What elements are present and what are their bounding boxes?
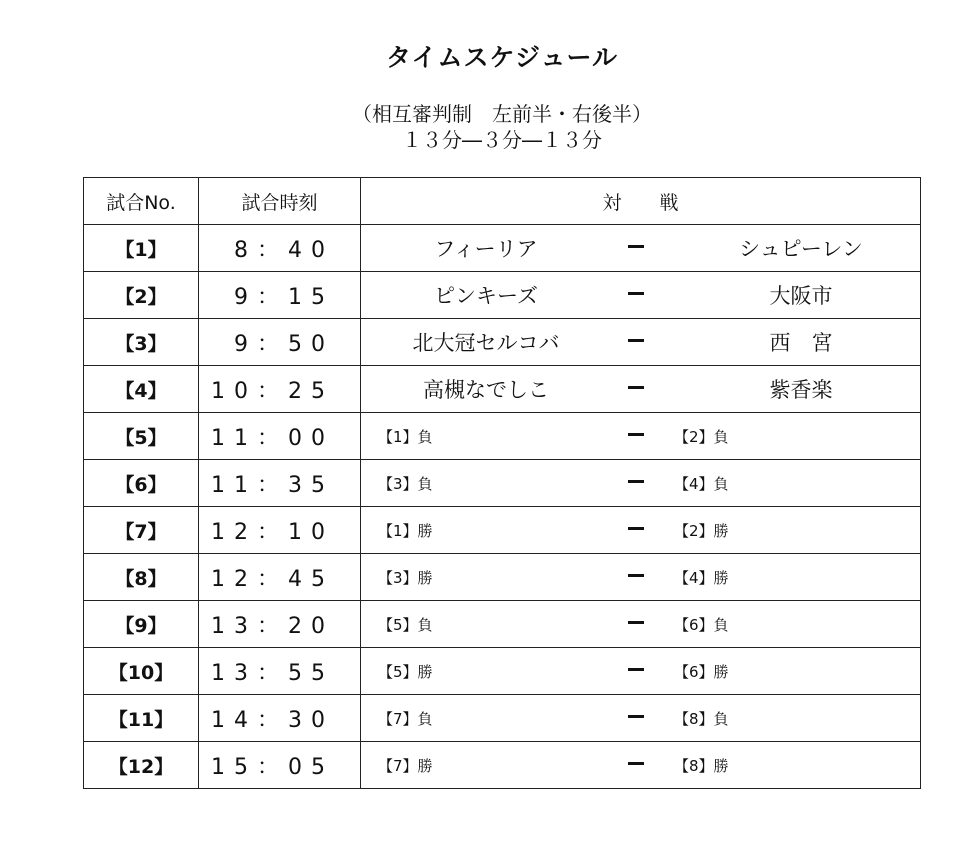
match-cell (361, 319, 921, 366)
away-team: 【6】勝 (674, 662, 729, 681)
table-row (84, 225, 921, 272)
home-team: 【1】勝 (378, 521, 433, 540)
header-row (84, 178, 921, 225)
away-team: 紫香楽 (769, 378, 833, 402)
home-team: ピンキーズ (434, 284, 538, 308)
match-time: 15：05 (199, 742, 361, 789)
away-team: シュピーレン (739, 237, 863, 261)
match-number: 【3】 (84, 319, 199, 366)
match-time: 13：20 (199, 601, 361, 648)
versus-dash (628, 762, 644, 765)
home-team: 【7】負 (378, 709, 433, 728)
versus-dash (628, 433, 644, 436)
versus-dash (628, 527, 644, 530)
match-cell (361, 413, 921, 460)
table-row (84, 742, 921, 789)
home-team: 【7】勝 (378, 756, 433, 775)
home-team: 【3】勝 (378, 568, 433, 587)
home-team: フィーリア (434, 237, 538, 261)
versus-dash (628, 668, 644, 671)
subtitle-durations: １３分―３分―１３分 (402, 128, 602, 152)
match-time: 12：45 (199, 554, 361, 601)
match-time: 12：10 (199, 507, 361, 554)
match-time: 11：35 (199, 460, 361, 507)
header-match-time: 試合時刻 (199, 178, 361, 225)
home-team: 【5】勝 (378, 662, 433, 681)
match-cell (361, 648, 921, 695)
away-team: 【8】負 (674, 709, 729, 728)
match-number: 【6】 (84, 460, 199, 507)
away-team: 【6】負 (674, 615, 729, 634)
table-row (84, 695, 921, 742)
page-title: タイムスケジュール (385, 43, 618, 72)
match-number: 【2】 (84, 272, 199, 319)
table-row (84, 366, 921, 413)
match-time: 13：55 (199, 648, 361, 695)
match-number: 【9】 (84, 601, 199, 648)
match-cell (361, 601, 921, 648)
away-team: 【4】勝 (674, 568, 729, 587)
table-row (84, 601, 921, 648)
match-number: 【12】 (84, 742, 199, 789)
match-cell (361, 695, 921, 742)
match-cell (361, 554, 921, 601)
match-number: 【5】 (84, 413, 199, 460)
home-team: 【5】負 (378, 615, 433, 634)
match-time: 8：40 (199, 225, 361, 272)
table-row (84, 554, 921, 601)
away-team: 【2】負 (674, 427, 729, 446)
away-team: 【4】負 (674, 474, 729, 493)
match-number: 【4】 (84, 366, 199, 413)
header-match: 対 戦 (361, 178, 921, 225)
match-time: 9：15 (199, 272, 361, 319)
match-cell (361, 225, 921, 272)
subtitle-rules: （相互審判制 左前半・右後半） (352, 102, 652, 126)
match-time: 14：30 (199, 695, 361, 742)
away-team: 【8】勝 (674, 756, 729, 775)
versus-dash (628, 621, 644, 624)
schedule-table (83, 177, 921, 789)
match-time: 10：25 (199, 366, 361, 413)
table-row (84, 507, 921, 554)
table-row (84, 460, 921, 507)
match-cell (361, 742, 921, 789)
match-time: 9：50 (199, 319, 361, 366)
match-cell (361, 366, 921, 413)
home-team: 北大冠セルコバ (412, 331, 560, 355)
match-cell (361, 272, 921, 319)
match-number: 【8】 (84, 554, 199, 601)
match-number: 【10】 (84, 648, 199, 695)
away-team: 大阪市 (769, 284, 833, 308)
match-number: 【7】 (84, 507, 199, 554)
away-team: 西 宮 (769, 331, 833, 355)
versus-dash (628, 480, 644, 483)
versus-dash (628, 386, 644, 389)
match-cell (361, 507, 921, 554)
versus-dash (628, 292, 644, 295)
table-row (84, 413, 921, 460)
match-number: 【1】 (84, 225, 199, 272)
home-team: 【3】負 (378, 474, 433, 493)
table-row (84, 319, 921, 366)
match-cell (361, 460, 921, 507)
home-team: 高槻なでしこ (423, 378, 549, 402)
versus-dash (628, 245, 644, 248)
table-row (84, 648, 921, 695)
away-team: 【2】勝 (674, 521, 729, 540)
match-number: 【11】 (84, 695, 199, 742)
versus-dash (628, 574, 644, 577)
versus-dash (628, 339, 644, 342)
header-match-no: 試合No. (84, 178, 199, 225)
home-team: 【1】負 (378, 427, 433, 446)
table-row (84, 272, 921, 319)
versus-dash (628, 715, 644, 718)
match-time: 11：00 (199, 413, 361, 460)
